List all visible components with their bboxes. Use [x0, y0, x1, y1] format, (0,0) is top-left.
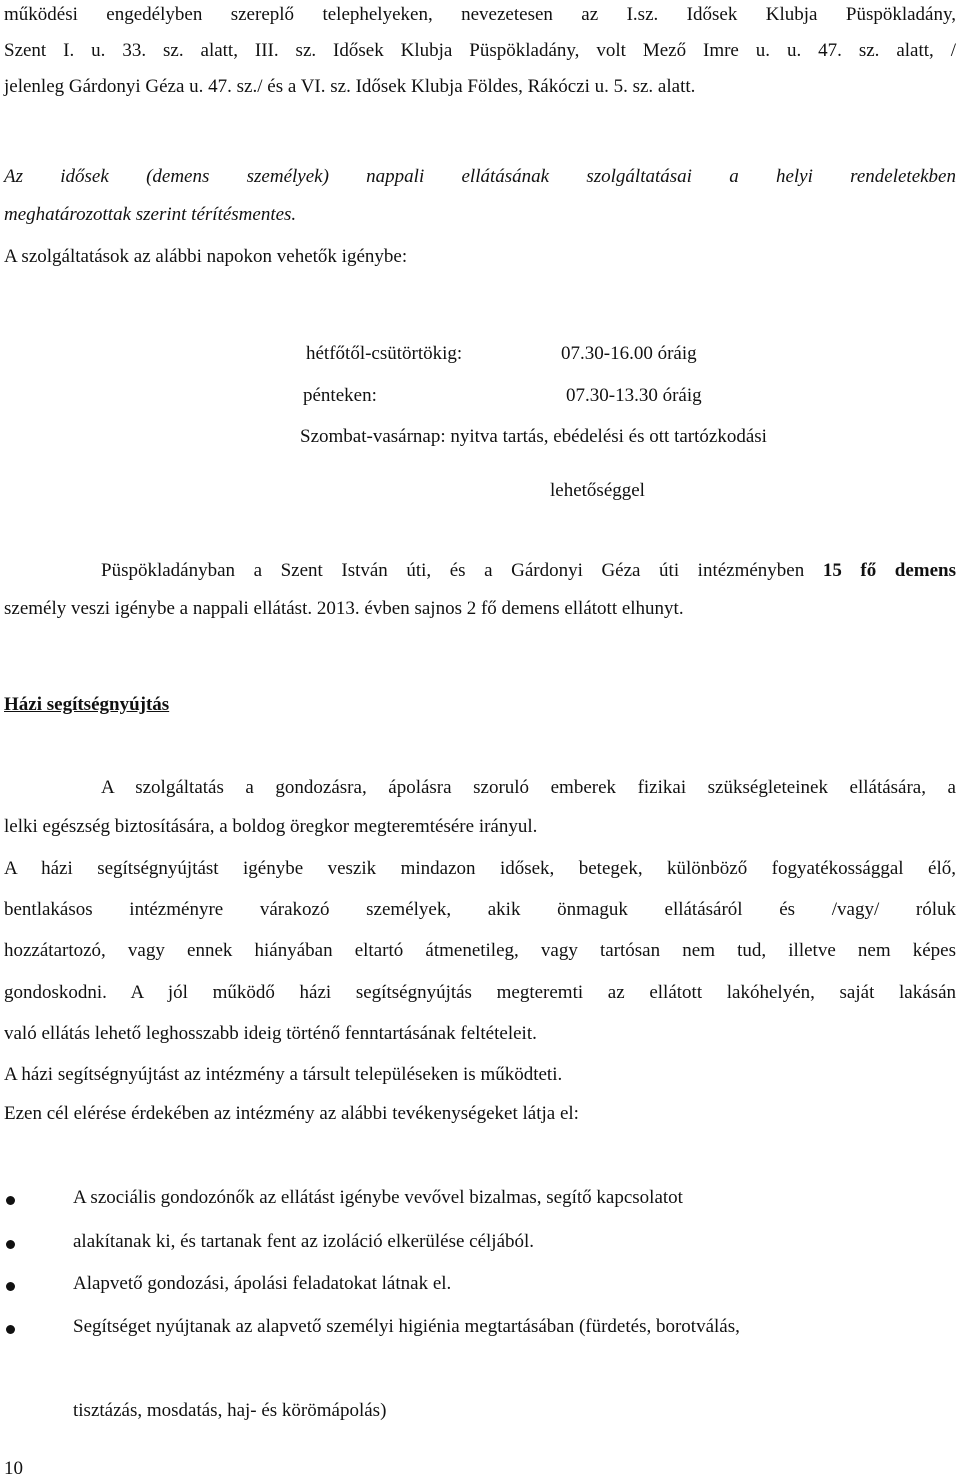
p3: A házi segítségnyújtást az intézmény a társult településeken is működteti. — [4, 1064, 563, 1085]
bullet-3: Alapvető gondozási, ápolási feladatokat látnak el. — [73, 1273, 452, 1294]
intro-line-2: Szent I. u. 33. sz. alatt, III. sz. Idősek Klubja Püspökladány, volt Mező Imre u. u. 47. sz. alatt, / — [4, 40, 956, 61]
p2-line-3: hozzátartozó, vagy ennek hiányában eltartó átmenetileg, vagy tartósan nem tud, illetve nem képes — [4, 940, 956, 961]
bullet-4: Segítséget nyújtanak az alapvető személyi higiénia megtartásában (fürdetés, borotválás, — [73, 1316, 740, 1337]
intro-line-3: jelenleg Gárdonyi Géza u. 47. sz./ és a VI. sz. Idősek Klubja Földes, Rákóczi u. 5. sz. alatt. — [4, 76, 696, 97]
bullet-4-continued: tisztázás, mosdatás, haj- és körömápolás) — [73, 1400, 387, 1421]
usage-line-1-text: Püspökladányban a Szent István úti, és a Gárdonyi Géza úti intézményben — [101, 560, 823, 581]
page-number: 10 — [4, 1458, 23, 1479]
p2-line-1: A házi segítségnyújtást igénybe veszik mindazon idősek, betegek, különböző fogyatékossággal élő, — [4, 858, 956, 879]
p1-line-1: A szolgáltatás a gondozásra, ápolásra szoruló emberek fizikai szükségleteinek ellátására, a — [101, 777, 956, 798]
p2-line-4: gondoskodni. A jól működő házi segítségnyújtás megteremti az ellátott lakóhelyén, saját lakásán — [4, 982, 956, 1003]
bullet-dot-3 — [6, 1282, 15, 1291]
p2-line-5: való ellátás lehető leghosszabb ideig történő fenntartásának feltételeit. — [4, 1023, 537, 1044]
friday-hours: 07.30-13.30 óráig — [566, 385, 702, 406]
italic-note-line-1: Az idősek (demens személyek) nappali ellátásának szolgáltatásai a helyi rendeletekben — [4, 166, 956, 187]
bullet-2: alakítanak ki, és tartanak fent az izoláció elkerülése céljából. — [73, 1231, 535, 1252]
p1-line-2: lelki egészség biztosítására, a boldog öregkor megteremtésére irányul. — [4, 816, 538, 837]
weekday-label: hétfőtől-csütörtökig: — [306, 343, 463, 364]
bullet-1: A szociális gondozónők az ellátást igénybe vevővel bizalmas, segítő kapcsolatot — [73, 1187, 683, 1208]
p4: Ezen cél elérése érdekében az intézmény az alábbi tevékenységeket látja el: — [4, 1103, 579, 1124]
usage-count: 15 fő demens — [822, 560, 956, 581]
bullet-dot-4 — [6, 1325, 15, 1334]
weekend-line-1: Szombat-vasárnap: nyitva tartás, ebédelési és ott tartózkodási — [300, 426, 767, 447]
weekend-line-2: lehetőséggel — [550, 480, 645, 501]
bullet-dot-2 — [6, 1240, 15, 1249]
p2-line-2: bentlakásos intézményre várakozó személyek, akik önmaguk ellátásáról és /vagy/ róluk — [4, 899, 956, 920]
friday-label: pénteken: — [303, 385, 377, 406]
schedule-intro: A szolgáltatások az alábbi napokon vehetők igénybe: — [4, 246, 408, 267]
intro-line-1: működési engedélyben szereplő telephelyeken, nevezetesen az I.sz. Idősek Klubja Püspökladány, — [4, 4, 956, 25]
weekday-hours: 07.30-16.00 óráig — [561, 343, 697, 364]
italic-note-line-2: meghatározottak szerint térítésmentes. — [4, 204, 297, 225]
section-heading: Házi segítségnyújtás — [4, 694, 170, 715]
usage-line-1 — [101, 560, 956, 582]
bullet-dot-1 — [6, 1196, 15, 1205]
usage-line-2: személy veszi igénybe a nappali ellátást. 2013. évben sajnos 2 fő demens ellátott elhunyt. — [4, 598, 684, 619]
